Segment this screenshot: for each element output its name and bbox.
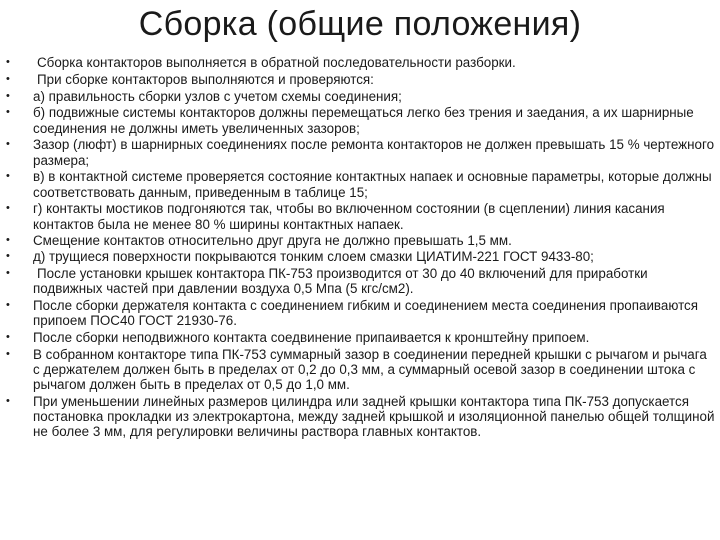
list-item-text: После установки крышек контактора ПК-753 производится от 30 до 40 включений для приработки подвижных частей при давлении воздуха 0,5 Мпа (5 кгс/см2).: [33, 265, 648, 296]
list-item-text: г) контакты мостиков подгоняются так, чтобы во включенном состоянии (в сцеплении) линия касания контактов была не менее 80 % ширины контактных напаек.: [33, 201, 665, 232]
bullet-icon: •: [6, 56, 10, 68]
bullet-icon: •: [6, 330, 10, 343]
list-item: [0, 266, 716, 296]
list-item-text: в) в контактной системе проверяется состояние контактных напаек и основные параметры, которые должны соответствовать данным, приведенным в таблице 15;: [33, 169, 712, 200]
list-item-text: б) подвижные системы контакторов должны перемещаться легко без трения и заедания, а их шарнирные соединения не должны иметь увеличенных зазоров;: [33, 105, 694, 136]
list-item-text: Сборка контакторов выполняется в обратной последовательности разборки.: [37, 55, 516, 70]
list-item-text: При сборке контакторов выполняются и проверяются:: [37, 71, 374, 87]
list-item-text: После сборки неподвижного контакта соедвинение припаивается к кронштейну припоем.: [33, 329, 590, 345]
bullet-icon: •: [6, 394, 10, 407]
list-item: [0, 169, 716, 199]
list-item-text: Смещение контактов относительно друг друга не должно превышать 1,5 мм.: [33, 233, 512, 249]
list-item: [0, 394, 716, 440]
list-item-text: При уменьшении линейных размеров цилиндра или задней крышки контактора типа ПК-753 допускается постановка прокладки из электрокартона, между задней крышкой и изоляционной панелью общей толщиной не более 3 мм, для регулировки величины раствора главных контактов.: [33, 393, 715, 440]
bullet-icon: •: [6, 298, 10, 311]
list-item-text: После сборки держателя контакта с соединением гибким и соединением места соединения пропаиваются припоем ПОС40 ГОСТ 21930-76.: [33, 297, 699, 328]
list-item: [0, 137, 716, 167]
bullet-icon: •: [6, 170, 10, 183]
list-item-text: Зазор (люфт) в шарнирных соединениях после ремонта контакторов не должен превышать 15 % чертежного размера;: [33, 137, 715, 168]
bullet-icon: •: [6, 106, 10, 119]
list-item: [0, 201, 716, 231]
bullet-icon: •: [6, 249, 10, 262]
list-item-text: а) правильность сборки узлов с учетом схемы соединения;: [33, 88, 402, 104]
list-item: [0, 72, 716, 87]
list-item: [0, 330, 716, 345]
list-item-text: В собранном контакторе типа ПК-753 суммарный зазор в соединении передней крышки с рычагом и рычага с держателем должен быть в пределах от 0,2 до 0,3 мм, а суммарный осевой зазор в соединении штока с рычагом должен быть в пределах от 0,5 до 1,0 мм.: [33, 346, 707, 392]
bullet-icon: •: [6, 72, 10, 85]
list-item: [0, 249, 716, 264]
slide-title: Сборка (общие положения): [138, 5, 582, 43]
bullet-icon: •: [6, 202, 10, 215]
bullet-icon: •: [6, 234, 10, 247]
bullet-list: [0, 55, 716, 441]
bullet-icon: •: [6, 347, 10, 360]
bullet-icon: •: [6, 266, 10, 279]
list-item: [0, 233, 716, 248]
list-item: [0, 105, 716, 135]
list-item-text: д) трущиеся поверхности покрываются тонким слоем смазки ЦИАТИМ-221 ГОСТ 9433-80;: [33, 248, 594, 264]
list-item: [0, 347, 716, 393]
list-item: [0, 55, 716, 70]
bullet-icon: •: [6, 89, 10, 102]
list-item: [0, 89, 716, 104]
list-item: [0, 298, 716, 328]
bullet-icon: •: [6, 138, 10, 151]
